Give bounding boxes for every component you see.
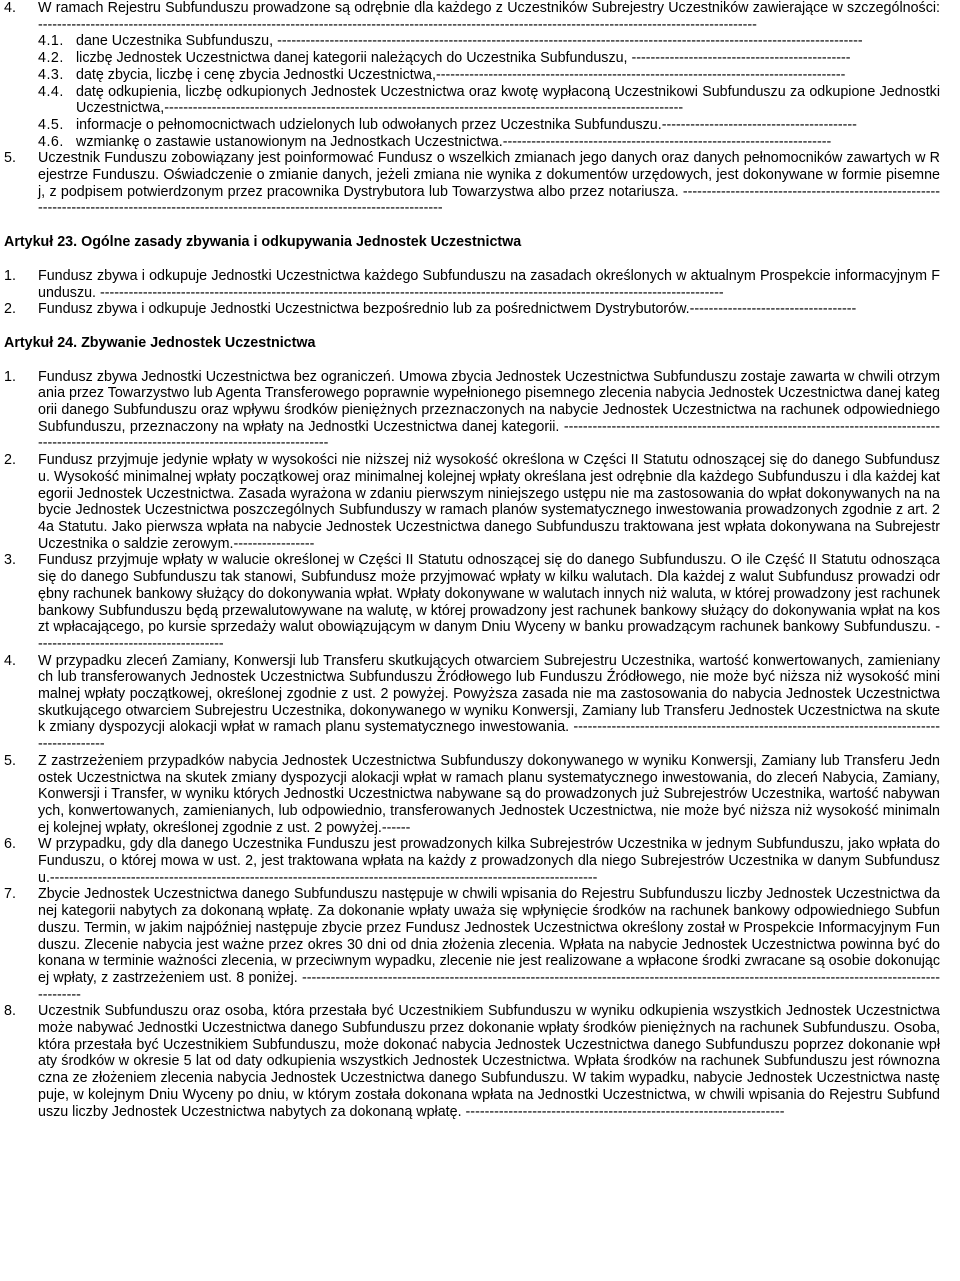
- item-text: W przypadku zleceń Zamiany, Konwersji lub Transferu skutkujących otwarciem Subrejestru Uczestnika, wartość konwertowanych, zamienianych lub transferowanych Jednostek Uczestnictwa Subfunduszu Źródłowego lub Funduszu Źródłowego, nie może być niższa niż wysokość minimalnej wpłaty początkowej, określonej zgodnie z ust. 2 powyżej. Powyższa zasada nie ma zastosowania do nabycia Jednostek Uczestnictwa skutkującego otwarciem Subrejestru Uczestnika, dokonywanego w wyniku Konwersji, Zamiany lub Transferu Jednostek Uczestnictwa na skutek zmiany dyspozycji alokacji wpłat w ramach planu systematycznego inwestowania. -------------------------------------------------------------------------------------------: [38, 652, 940, 753]
- item-number: 2.: [4, 452, 16, 469]
- item-number: 4.4.: [38, 83, 64, 100]
- item-number: 6.: [4, 836, 16, 853]
- item-text: dane Uczestnika Subfunduszu, ---------------------------------------------------------------------------------------------------------------------------: [76, 33, 863, 50]
- item-number: 5.: [4, 150, 16, 167]
- list-item: [4, 836, 940, 886]
- item-text: datę zbycia, liczbę i cenę zbycia Jednostki Uczestnictwa,--------------------------------------------------------------------------------------: [76, 66, 846, 83]
- item-number: 8.: [4, 1003, 16, 1020]
- item-text: Fundusz zbywa i odkupuje Jednostki Uczestnictwa każdego Subfunduszu na zasadach określonych w aktualnym Prospekcie informacyjnym Funduszu. -----------------------------------------------------------------------------------------------------------------------------------: [38, 267, 940, 301]
- article-24-heading: Artykuł 24. Zbywanie Jednostek Uczestnictwa: [4, 334, 316, 351]
- article-22-continued: [4, 0, 940, 217]
- list-item: [4, 0, 940, 33]
- item-number: 2.: [4, 301, 16, 318]
- item-number: 4.3.: [38, 66, 64, 83]
- item-text: datę odkupienia, liczbę odkupionych Jednostek Uczestnictwa oraz kwotę wypłaconą Uczestnikowi Subfunduszu za odkupione Jednostki Uczestnictwa,-------------------------------------------------------------------------------------------------------------: [76, 83, 940, 117]
- item-text: Fundusz zbywa Jednostki Uczestnictwa bez ograniczeń. Umowa zbycia Jednostek Uczestnictwa Subfunduszu zostaje zawarta w chwili otrzymania przez Towarzystwo lub Agenta Transferowego poprawnie wypełnionego pisemnego zlecenia nabycia Jednostek Uczestnictwa danej kategorii danego Subfunduszu oraz wpływu środków pieniężnych przeznaczonych na nabycie Jednostek Uczestnictwa na rachunek odpowiedniego Subfunduszu, przeznaczony na wpłaty na Jednostki Uczestnictwa danej kategorii. --------------------------------------------------------------------------------------------------------------------------------------------: [38, 368, 940, 452]
- item-text: Fundusz przyjmuje jedynie wpłaty w wysokości nie niższej niż wysokość określona w Części II Statutu odnoszącej się do danego Subfunduszu. Wysokość minimalnej wpłaty początkowej oraz minimalnej kolejnej wpłaty określana jest odrębnie dla każdego Subfunduszu i dla każdej kategorii Jednostek Uczestnictwa. Zasada wyrażona w zdaniu pierwszym niniejszego ustępu nie ma zastosowania do wpłat dokonywanych na nabycie Jednostek Uczestnictwa poszczególnych Subfunduszy w ramach planów systematycznego inwestowania prowadzonych zgodnie z art. 24a Statutu. Jako pierwsza wpłata na nabycie Jednostek Uczestnictwa danego Subfunduszu traktowana jest wpłata dokonywana na Subrejestr Uczestnika o saldzie zerowym.-----------------: [38, 452, 940, 552]
- list-item: [4, 1003, 940, 1120]
- item-text: liczbę Jednostek Uczestnictwa danej kategorii należących do Uczestnika Subfunduszu, ----------------------------------------------: [76, 50, 851, 67]
- item-text: informacje o pełnomocnictwach udzielonych lub odwołanych przez Uczestnika Subfunduszu.-----------------------------------------: [76, 116, 857, 133]
- item-number: 3.: [4, 552, 16, 569]
- item-number: 4.2.: [38, 50, 64, 67]
- list-item: [4, 150, 940, 217]
- list-item: [4, 653, 940, 753]
- item-text: Fundusz zbywa i odkupuje Jednostki Uczestnictwa bezpośrednio lub za pośrednictwem Dystrybutorów.-----------------------------------: [38, 301, 857, 318]
- list-item: [4, 886, 940, 1003]
- item-number: 4.5.: [38, 116, 64, 133]
- item-text: Uczestnik Funduszu zobowiązany jest poinformować Fundusz o wszelkich zmianach jego danych oraz danych pełnomocników zawartych w Rejestrze Funduszu. Oświadczenie o zmianie danych, jeżeli zmiana nie wynika z dokumentów urzędowych, jest dokonywane w formie pisemnej, z podpisem potwierdzonym przez pracownika Dystrybutora lub Towarzystwa albo przez notariusza. -------------------------------------------------------------------------------------------------------------------------------------------: [38, 150, 940, 217]
- article-23: [4, 268, 940, 318]
- item-number: 5.: [4, 752, 16, 769]
- sub-list-item: [38, 67, 940, 84]
- sub-list-item: [38, 84, 940, 117]
- item-text: Uczestnik Subfunduszu oraz osoba, która przestała być Uczestnikiem Subfunduszu w wyniku odkupienia wszystkich Jednostek Uczestnictwa może nabywać Jednostki Uczestnictwa danego Subfunduszu przez dokonanie wpłaty środków pieniężnych na rachunek Subfunduszu. Osoba, która przestała być Uczestnikiem Subfunduszu, może dokonać nabycia Jednostek Uczestnictwa danego Subfunduszu poprzez dokonanie wpłaty środków w okresie 5 lat od daty odkupienia wszystkich Jednostek Uczestnictwa. Wpłata środków na rachunek Subfunduszu jest równoznaczna ze złożeniem zlecenia nabycia Jednostek Uczestnictwa danego Subfunduszu. W takim wypadku, nabycie Jednostek Uczestnictwa następuje, w kolejnym Dniu Wyceny po dniu, w którym została dokonana wpłata na Jednostki Uczestnictwa, w chwili wpisania do Rejestru Subfunduszu liczby Jednostek Uczestnictwa nabytych za dokonaną wpłatę. -------------------------------------------------------------------: [38, 1003, 940, 1120]
- sub-list-item: [38, 134, 940, 151]
- list-item: [4, 301, 940, 318]
- list-item: [4, 552, 940, 652]
- item-number: 1.: [4, 267, 16, 284]
- item-number: 1.: [4, 368, 16, 385]
- item-number: 4.: [4, 652, 16, 669]
- list-item: [4, 452, 940, 552]
- item-text: W przypadku, gdy dla danego Uczestnika Funduszu jest prowadzonych kilka Subrejestrów Uczestnika w jednym Subfunduszu, jako wpłata do Funduszu, o której mowa w ust. 2, jest traktowana wpłata na każdy z prowadzonych dla niego Subrejestrów Uczestnika w danym Subfunduszu.-------------------------------------------------------------------------------------------------------------------: [38, 836, 940, 886]
- sub-list-item: [38, 50, 940, 67]
- item-number: 4.: [4, 0, 16, 16]
- item-text: Z zastrzeżeniem przypadków nabycia Jednostek Uczestnictwa Subfunduszy dokonywanego w wyniku Konwersji, Zamiany lub Transferu Jednostek Uczestnictwa na skutek zmiany dyspozycji alokacji wpłat w ramach planu systematycznego inwestowania, do zleceń Nabycia, Zamiany, Konwersji i Transfer, w wyniku których Jednostki Uczestnictwa nabywane są do prowadzonych już Subrejestrów Uczestnika, wartość nabywanych, konwertowanych, zamienianych, lub odpowiednio, transferowanych Jednostek Uczestnictwa, nie może być niższa niż wysokość minimalnej kolejnej wpłaty, określonej zgodnie z ust. 2 powyżej.------: [38, 752, 940, 836]
- item-number: 4.6.: [38, 133, 64, 150]
- item-text: W ramach Rejestru Subfunduszu prowadzone są odrębnie dla każdego z Uczestników Subrejestry Uczestników zawierające w szczególności: -------------------------------------------------------------------------------------------------------------------------------------------------------: [38, 0, 940, 33]
- list-item: [4, 753, 940, 837]
- item-text: Zbycie Jednostek Uczestnictwa danego Subfunduszu następuje w chwili wpisania do Rejestru Subfunduszu liczby Jednostek Uczestnictwa danej kategorii nabytych za dokonaną wpłatę. Za dokonanie wpłaty uważa się wpłynięcie środków na rachunek bankowy odpowiedniego Subfunduszu. Termin, w jakim najpóźniej następuje zbycie przez Fundusz Jednostek Uczestnictwa określony został w Prospekcie Informacyjnym Funduszu. Zlecenie nabycia jest ważne przez okres 30 dni od dnia złożenia zlecenia. Wpłata na nabycie Jednostek Uczestnictwa powinna być dokonana w terminie ważności zlecenia, w przeciwnym wypadku, zlecenie nie jest realizowane a wpłacone środki zwracane są osobie dokonującej wpłaty, z zastrzeżeniem ust. 8 poniżej. -----------------------------------------------------------------------------------------------------------------------------------------------: [38, 886, 940, 1003]
- item-text: wzmiankę o zastawie ustanowionym na Jednostkach Uczestnictwa.---------------------------------------------------------------------: [76, 133, 832, 150]
- item-number: 4.1.: [38, 33, 64, 50]
- sub-list-item: [38, 117, 940, 134]
- list-item: [4, 268, 940, 301]
- list-item: [4, 369, 940, 453]
- sub-list-item: [38, 33, 940, 50]
- item-text: Fundusz przyjmuje wpłaty w walucie określonej w Części II Statutu odnoszącej się do danego Subfunduszu. O ile Część II Statutu odnosząca się do danego Subfunduszu tak stanowi, Subfundusz może przyjmować wpłaty w kilku walutach. Dla każdej z walut Subfundusz prowadzi odrębny rachunek bankowy służący do dokonywania wpłat. Wpłaty dokonywane w walutach innych niż waluta, w której prowadzony jest rachunek bankowy Subfunduszu będą przewalutowywane na walutę, w której prowadzony jest rachunek bankowy służący do dokonywania wpłat na koszt wpłacającego, po kursie sprzedaży walut obowiązującym w danym Dniu Wyceny w banku prowadzącym rachunek bankowy Subfunduszu. ----------------------------------------: [38, 552, 940, 652]
- article-23-heading: Artykuł 23. Ogólne zasady zbywania i odkupywania Jednostek Uczestnictwa: [4, 234, 522, 251]
- item-number: 7.: [4, 886, 16, 903]
- article-24: [4, 369, 940, 1121]
